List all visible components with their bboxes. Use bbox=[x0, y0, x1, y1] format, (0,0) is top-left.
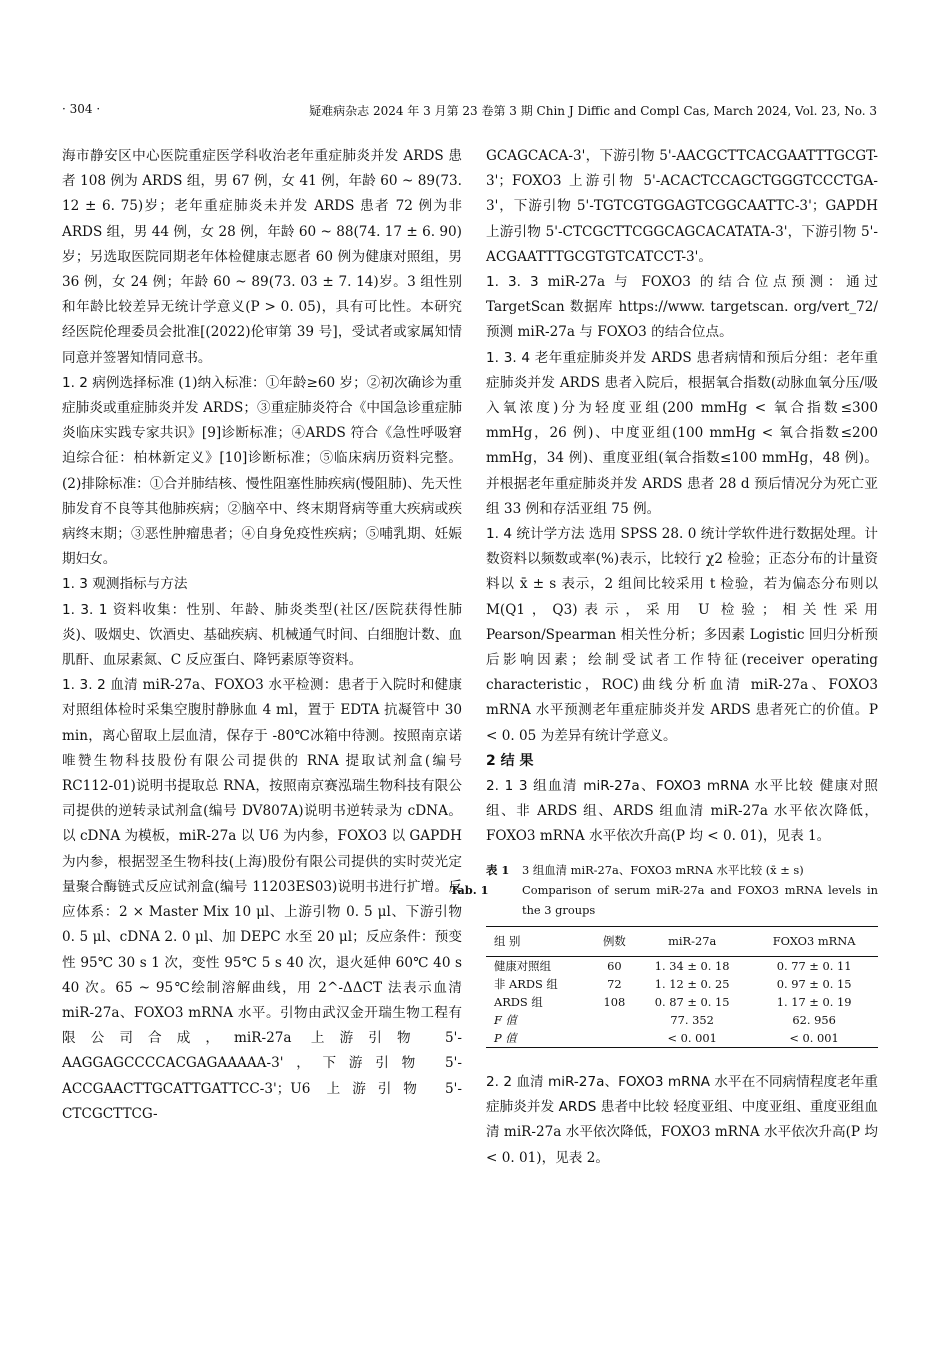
section-1-2 bbox=[62, 371, 462, 573]
table-row bbox=[486, 1029, 878, 1048]
section-heading: 1. 3. 3 bbox=[486, 274, 539, 291]
table-header-row bbox=[486, 926, 878, 956]
table-caption-en bbox=[450, 880, 878, 920]
section-2-2 bbox=[486, 1070, 878, 1171]
table-row bbox=[486, 956, 878, 975]
table-cell: 62. 956 bbox=[792, 1012, 836, 1027]
table-cell: 0. 77 ± 0. 11 bbox=[776, 958, 852, 973]
table-row bbox=[486, 975, 878, 993]
table-cell: 0. 87 ± 0. 15 bbox=[654, 994, 730, 1009]
results-heading: 2 结 果 bbox=[486, 752, 534, 769]
section-body: 选用 SPSS 28. 0 统计学软件进行数据处理。计数资料以频数或率(%)表示，比较行 χ2 检验；正态分布的计量资料以 x̄ ± s 表示，2 组间比较采用 t 检验，若为偏态分布则以 M(Q1，Q3)表示，采用 U 检验；相关性采用 Pearson/Spearman 相关性分析；多因素 Logistic 回归分析预后影响因素；绘制受试者工作特征(receiver operating characteristic，ROC)曲线分析血清 miR-27a、FOXO3 mRNA 水平预测老年重症肺炎并发 ARDS 患者死亡的价值。P < 0. 05 为差异有统计学意义。 bbox=[486, 526, 879, 744]
table-cell: 77. 352 bbox=[670, 1012, 714, 1027]
section-heading: 2. 2 血清 miR-27a、FOXO3 mRNA 水平在不同病情程度老年重症肺炎并发 ARDS 患者中比较 bbox=[486, 1073, 878, 1116]
table-label: Tab. 1 bbox=[450, 882, 489, 897]
table-cell: 1. 34 ± 0. 18 bbox=[654, 958, 730, 973]
table-cell: 非 ARDS 组 bbox=[494, 976, 558, 991]
table-cell: 72 bbox=[607, 976, 622, 991]
section-body: 资料收集：性别、年龄、肺炎类型(社区/医院获得性肺炎)、吸烟史、饮酒史、基础疾病、机械通气时间、白细胞计数、血肌酐、血尿素氮、C 反应蛋白、降钙素原等资料。 bbox=[62, 601, 463, 669]
table-cell: 1. 17 ± 0. 19 bbox=[776, 994, 852, 1009]
running-header bbox=[62, 102, 877, 122]
table-cell: P 值 bbox=[486, 1029, 595, 1048]
table-title: Comparison of serum miR-27a and FOXO3 mRNA levels in the 3 groups bbox=[522, 882, 878, 917]
section-heading: 1. 3. 4 bbox=[486, 349, 531, 366]
table-cell: 60 bbox=[607, 958, 622, 973]
section-heading: 2. 1 3 组血清 miR-27a、FOXO3 mRNA 水平比较 bbox=[486, 778, 815, 795]
section-heading: 1. 4 统计学方法 bbox=[486, 526, 585, 543]
table-row bbox=[486, 1011, 878, 1029]
table-cell: 健康对照组 bbox=[494, 958, 551, 973]
table-cell: 0. 97 ± 0. 15 bbox=[776, 976, 852, 991]
table-title: 3 组血清 miR-27a、FOXO3 mRNA 水平比较 (x̄ ± s) bbox=[522, 862, 804, 877]
journal-citation: 疑难病杂志 2024 年 3 月第 23 卷第 3 期 Chin J Diffic and Compl Cas, March 2024, Vol. 23, No. 3 bbox=[309, 104, 877, 118]
section-heading: 1. 3. 2 bbox=[62, 677, 106, 694]
section-body: (1)纳入标准：①年龄≥60 岁；②初次确诊为重症肺炎或重症肺炎并发 ARDS；③重症肺炎符合《中国急诊重症肺炎临床实践专家共识》[9]诊断标准；④ARDS 符合《急性呼吸窘迫综合征：柏林新定义》[10]诊断标准；⑤临床病历资料完整。(2)排除标准：①合并肺结核、慢性阻塞性肺疾病(慢阻肺)、先天性肺发育不良等其他肺疾病；②脑卒中、终末期肾病等重大疾病或疾病终末期；③恶性肿瘤患者；④自身免疫性疾病；⑤哺乳期、妊娠期妇女。 bbox=[62, 374, 462, 568]
table-caption-cn bbox=[486, 860, 878, 880]
table-cell: F 值 bbox=[494, 1012, 517, 1027]
section-heading: 1. 2 病例选择标准 bbox=[62, 374, 174, 391]
section-body: 老年重症肺炎并发 ARDS 患者病情和预后分组：老年重症肺炎并发 ARDS 患者入院后，根据氧合指数(动脉血氧分压/吸入氧浓度)分为轻度亚组(200 mmHg < 氧合指数≤300 mmHg，26 例)、中度亚组(100 mmHg < 氧合指数≤200 mmHg，34 例)、重度亚组(氧合指数≤100 mmHg，48 例)。并根据老年重症肺炎并发 ARDS 患者 28 d 预后情况分为死亡亚组 33 例和存活亚组 75 例。 bbox=[486, 349, 878, 517]
table-cell: 1. 12 ± 0. 25 bbox=[654, 976, 730, 991]
section-1-3-heading: 1. 3 观测指标与方法 bbox=[62, 576, 188, 593]
table-cell: < 0. 001 bbox=[634, 1029, 750, 1048]
table-cell: 108 bbox=[603, 994, 626, 1009]
paragraph-subjects: 海市静安区中心医院重症医学科收治老年重症肺炎并发 ARDS 患者 108 例为 ARDS 组，男 67 例，女 41 例，年龄 60 ~ 89(73. 12 ± 6. 75)岁；老年重症肺炎未并发 ARDS 患者 72 例为非 ARDS 组，男 44 例，女 28 例，年龄 60 ~ 88(74. 17 ± 6. 90)岁；另选取医院同期老年体检健康志愿者 60 例为健康对照组，男 36 例，女 24 例；年龄 60 ~ 89(73. 03 ± 7. 14)岁。3 组性别和年龄比较差异无统计学意义(P > 0. 05)，具有可比性。本研究经医院伦理委员会批准[(2022)伦审第 39 号]，受试者或家属知情同意并签署知情同意书。 bbox=[62, 148, 462, 366]
header-mir27a: miR-27a bbox=[634, 926, 750, 956]
section-2-1 bbox=[486, 774, 878, 850]
section-body: miR-27a 与 FOXO3 的结合位点预测：通过 TargetScan 数据库 https://www. targetscan. org/vert_72/预测 miR-27a 与 FOXO3 的结合位点。 bbox=[486, 274, 879, 341]
table-1-caption bbox=[450, 860, 878, 920]
section-1-3-2 bbox=[62, 673, 462, 1127]
section-1-4 bbox=[486, 522, 878, 749]
page-number: · 304 · bbox=[62, 102, 101, 116]
section-heading: 1. 3. 1 bbox=[62, 601, 108, 618]
left-column bbox=[62, 144, 462, 1127]
header-count: 例数 bbox=[595, 926, 634, 956]
table-row bbox=[486, 993, 878, 1011]
header-group: 组 别 bbox=[486, 926, 595, 956]
table-cell: < 0. 001 bbox=[750, 1029, 878, 1048]
section-body: 轻度亚组、中度亚组、重度亚组血清 miR-27a 水平依次降低，FOXO3 mRNA 水平依次升高(P 均 < 0. 01)，见表 2。 bbox=[486, 1099, 879, 1166]
right-column bbox=[450, 144, 879, 1171]
section-1-3-1 bbox=[62, 598, 462, 674]
table-cell bbox=[595, 1029, 634, 1048]
section-body: 血清 miR-27a、FOXO3 水平检测：患者于入院时和健康对照组体检时采集空腹肘静脉血 4 ml，置于 EDTA 抗凝管中 30 min，离心留取上层血清，保存于 -80℃冰箱中待测。按照南京诺唯赞生物科技股份有限公司提供的 RNA 提取试剂盒(编号 RC112-01)说明书提取总 RNA，按照南京赛泓瑞生物科技有限公司提供的逆转录试剂盒(编号 DV807A)说明书逆转录为 cDNA。以 cDNA 为模板，miR-27a 以 U6 为内参，FOXO3 以 GAPDH 为内参，根据翌圣生物科技(上海)股份有限公司提供的实时荧光定量聚合酶链式反应试剂盒(编号 11203ES03)说明书进行扩增。反应体系：2 × Master Mix 10 μl、上游引物 0. 5 μl、下游引物 0. 5 μl、cDNA 2. 0 μl、加 DEPC 水至 20 μl；反应条件：预变性 95℃ 30 s 1 次，变性 95℃ 5 s 40 次，退火延伸 60℃ 40 s 40 次。65 ~ 95℃绘制溶解曲线，用 2^-ΔΔCT 法表示血清 miR-27a、FOXO3 mRNA 水平。引物由武汉金开瑞生物工程有限公司合成，miR-27a 上游引物 5'-AAGGAGCCCCACGAGAAAAA-3'，下游引物 5'-ACCGAACTTGCATTGATTCC-3'；U6 上游引物 5'-CTCGCTTCG- bbox=[62, 677, 462, 1122]
paragraph-primers: GCAGCACA-3'，下游引物 5'-AACGCTTCACGAATTTGCGT-3'；FOXO3 上游引物 5'-ACACTCCAGCTGGGTCCCTGA-3'，下游引物 5'-TGTCGTGGAGTCGGCAATTC-3'；GAPDH 上游引物 5'-CTCGCTTCGGCAGCACATATA-3'，下游引物 5'-ACGAATTTGCGTGTCATCCT-3'。 bbox=[486, 148, 878, 265]
table-label: 表 1 bbox=[486, 862, 510, 877]
table-cell bbox=[595, 1011, 634, 1029]
table-1 bbox=[486, 926, 878, 1048]
section-body: 健康对照组、非 ARDS 组、ARDS 组血清 miR-27a 水平依次降低，FOXO3 mRNA 水平依次升高(P 均 < 0. 01)，见表 1。 bbox=[486, 778, 879, 845]
header-foxo3: FOXO3 mRNA bbox=[750, 926, 878, 956]
section-1-3-4 bbox=[486, 346, 878, 522]
section-1-3-3 bbox=[486, 270, 878, 346]
table-cell: ARDS 组 bbox=[494, 994, 543, 1009]
